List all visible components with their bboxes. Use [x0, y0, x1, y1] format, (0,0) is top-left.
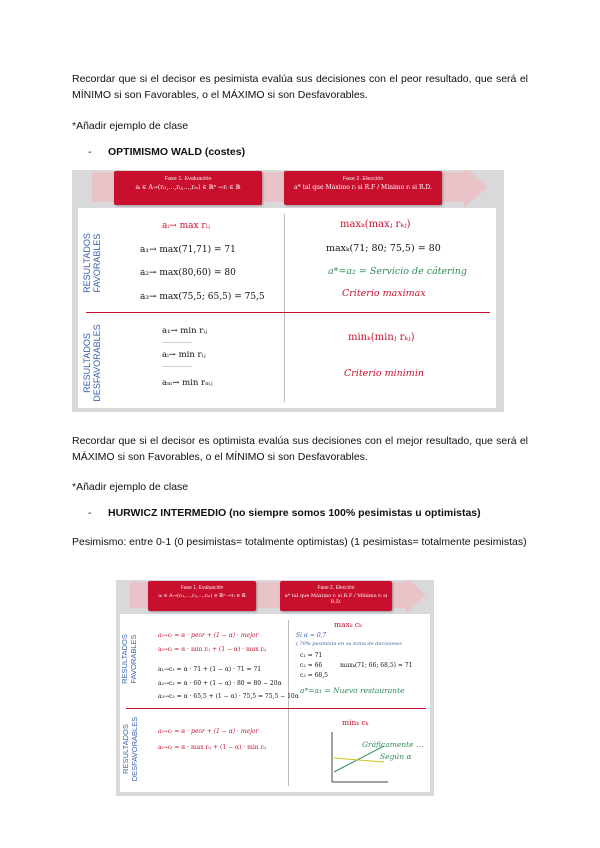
phase-2-box — [280, 581, 392, 611]
paragraph-pesimismo: Pesimismo: entre 0-1 (0 pesimistas= totalmente optimistas) (1 pesimistas= totalmente pesimistas) — [72, 536, 527, 548]
note-ejemplo-1: *Añadir ejemplo de clase — [72, 120, 189, 132]
label-line-1: RESULTADOS — [82, 233, 92, 293]
label-line-2: DESFAVORABLES — [92, 324, 102, 402]
label-resultados-favorables — [120, 624, 138, 694]
bullet-optimismo-wald — [88, 146, 245, 158]
bullet-dash: - — [88, 507, 92, 519]
red-divider — [86, 312, 490, 313]
fav-general-formula-2: aᵢ→cᵢ = α · min rᵢⱼ + (1 − α) · max rᵢⱼ — [158, 646, 267, 653]
fav-choice: a*=a₂ = Servicio de cátering — [328, 266, 467, 277]
fav-choice: a*=a₁ = Nuevo restaurante — [300, 686, 405, 695]
label-line-2: FAVORABLES — [129, 634, 138, 684]
phase-2-formula: a* tal que Máximo rᵢ si R.F / Mínimo rᵢ si R.D. — [284, 593, 388, 605]
label-resultados-desfavorables — [82, 313, 102, 412]
bullet-dash: - — [88, 146, 92, 158]
label-line-1: RESULTADOS — [82, 333, 92, 393]
note-ejemplo-2: *Añadir ejemplo de clase — [72, 481, 189, 493]
red-divider — [126, 708, 426, 709]
des-segun-alpha: Según α — [380, 752, 412, 761]
des-general-formula-2: aᵢ→cᵢ = α · max rᵢⱼ + (1 − α) · min rᵢⱼ — [158, 744, 267, 751]
des-dots-1: …………… — [162, 338, 192, 345]
label-line-2: DESFAVORABLES — [130, 716, 139, 782]
arrow-tip — [406, 580, 426, 613]
des-dots-2: …………… — [162, 362, 192, 369]
label-line-1: RESULTADOS — [120, 634, 129, 684]
fav-general-formula: aᵢ→ max rᵢⱼ — [162, 221, 210, 231]
fav-max-result: maxₖ(71; 66; 68,5) = 71 — [340, 662, 413, 669]
label-resultados-desfavorables — [121, 707, 139, 791]
des-criterio: Criterio minimin — [344, 368, 424, 379]
fav-a2: a₂→c₂ = α · 60 + (1 − α) · 80 = 80 − 20α — [158, 680, 282, 687]
des-a1: a₁→ min rᵢⱼ — [162, 326, 208, 336]
fav-max-result: maxₖ(71; 80; 75,5) = 80 — [326, 243, 441, 254]
phase-2-title: Fase 2. Elección — [317, 585, 355, 591]
des-ai: aᵢ→ min rᵢⱼ — [162, 350, 206, 360]
fav-a3: a₃→ max(75,5; 65,5) = 75,5 — [140, 292, 265, 302]
phase-1-title: Fase 1. Evaluación — [180, 585, 224, 591]
des-min-formula: minₖ cₖ — [342, 718, 369, 727]
des-am: aₘ→ min rₘⱼ — [162, 378, 213, 388]
fav-maximax-formula: maxₖ(maxⱼ rₖⱼ) — [340, 219, 411, 230]
phase-1-box — [114, 171, 262, 205]
fav-a2: a₂→ max(80,60) = 80 — [140, 268, 236, 278]
fav-a1: a₁→ max(71,71) = 71 — [140, 245, 236, 255]
fav-alpha-note: ( 70% pesimista en su toma de decisiones — [296, 641, 402, 647]
phase-2-box — [284, 171, 442, 205]
fav-max-formula: maxₖ cₖ — [334, 620, 362, 629]
bullet-title: OPTIMISMO WALD (costes) — [108, 146, 246, 158]
label-line-2: FAVORABLES — [92, 233, 102, 293]
label-line-1: RESULTADOS — [121, 724, 130, 774]
fav-alpha: Si α = 0,7 — [296, 632, 327, 639]
paragraph-pesimista: Recordar que si el decisor es pesimista evalúa sus decisiones con el peor resultado, que será el MÍNIMO si son Favorables, o el MÁXIMO si son Desfavorables. — [72, 73, 528, 101]
paragraph-optimista: Recordar que si el decisor es optimista evalúa sus decisiones con el mejor resultado, que será el MÁXIMO si son Favorables, o el MÍNIMO si son Desfavorables. — [72, 435, 528, 463]
bullet-title: HURWICZ INTERMEDIO (no siempre somos 100% pesimistas u optimistas) — [108, 507, 481, 519]
arrow-tip — [464, 170, 488, 208]
phase-1-formula: aᵢ ∈ A→(rᵢ₁,...,rᵢⱼ,...,rᵢₙ) ∈ ℝⁿ →rᵢ ∈ ℝ — [158, 593, 246, 599]
slide-wald — [72, 170, 504, 412]
fav-criterio: Criterio maximax — [342, 288, 426, 299]
fav-c1: c₁ = 71 — [300, 652, 323, 659]
phase-2-formula: a* tal que Máximo rᵢ si R.F / Mínimo rᵢ si R.D. — [294, 184, 432, 191]
phase-1-formula: aᵢ ∈ A→(rᵢ₁,...,rᵢⱼ,...,rᵢₙ) ∈ ℝⁿ →rᵢ ∈ ℝ — [135, 184, 241, 191]
column-divider — [284, 214, 285, 402]
phase-1-title: Fase 1. Evaluación — [164, 176, 212, 182]
label-resultados-favorables — [82, 223, 102, 303]
fav-a3: a₃→c₃ = α · 65,5 + (1 − α) · 75,5 = 75,5 − 10α — [158, 693, 299, 700]
fav-general-formula: aᵢ→cᵢ = α · peor + (1 − α) · mejor — [158, 632, 259, 639]
phase-1-box — [148, 581, 256, 611]
bullet-hurwicz — [88, 507, 481, 519]
slide-hurwicz — [116, 580, 434, 796]
fav-c3: c₃ = 68,5 — [300, 672, 328, 679]
phase-2-title: Fase 2. Elección — [342, 176, 384, 182]
fav-c2: c₂ = 66 — [300, 662, 323, 669]
slide-body — [78, 208, 496, 408]
fav-a1: a₁→c₁ = α · 71 + (1 − α) · 71 = 71 — [158, 666, 262, 673]
des-graficamente: Gráficamente … — [362, 740, 424, 749]
column-divider — [288, 620, 289, 786]
des-minimin-formula: minₖ(minⱼ rₖⱼ) — [348, 332, 415, 343]
des-general-formula: aᵢ→cᵢ = α · peor + (1 − α) · mejor — [158, 728, 259, 735]
